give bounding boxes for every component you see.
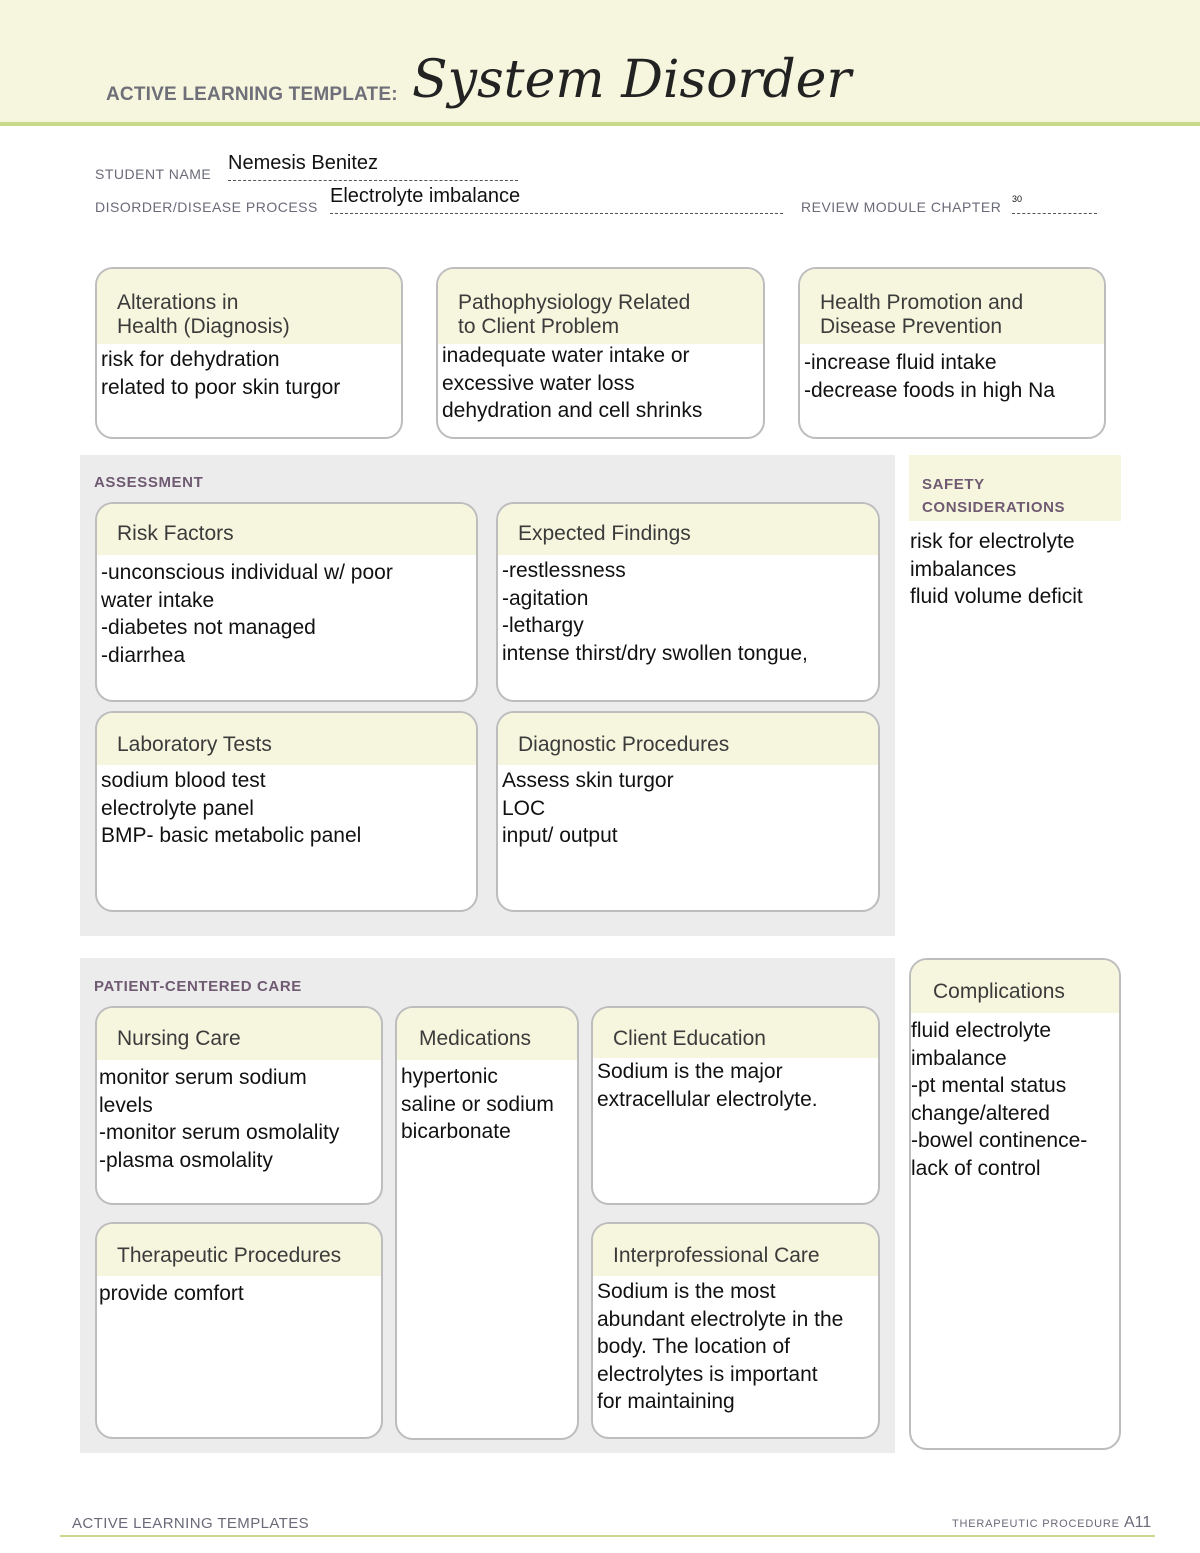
risk-factors-box [95,502,478,702]
interprofessional-care-body: Sodium is the most abundant electrolyte in the body. The location of electrolytes is important for maintaining [597,1280,844,1413]
chapter-label: REVIEW MODULE CHAPTER [801,199,1002,215]
header-divider [0,122,1200,126]
template-label: ACTIVE LEARNING TEMPLATE: [106,84,398,105]
footer-left: ACTIVE LEARNING TEMPLATES [72,1515,309,1532]
pathophysiology-box [436,267,765,439]
client-education-title: Client Education [593,1008,878,1058]
footer-divider [60,1535,1155,1537]
alterations-box [95,267,403,439]
laboratory-tests-box [95,711,478,912]
laboratory-tests-title: Laboratory Tests [97,713,476,765]
chapter-value: 30 [1012,194,1023,204]
interprofessional-care-box [591,1222,880,1439]
footer-page-number: A11 [1124,1514,1152,1531]
therapeutic-procedures-box [95,1222,383,1439]
risk-factors-body: -unconscious individual w/ poor water intake -diabetes not managed -diarrhea [101,561,393,667]
alterations-body: risk for dehydration related to poor skin turgor [101,348,341,399]
student-name-label: STUDENT NAME [95,166,212,182]
disorder-line [330,213,783,214]
pathophysiology-body: inadequate water intake or excessive water loss dehydration and cell shrinks [442,344,703,422]
medications-box [395,1006,579,1440]
pathophysiology-title: Pathophysiology Related to Client Problem [438,269,763,344]
footer-right: THERAPEUTIC PROCEDURE [952,1518,1120,1530]
client-education-body: Sodium is the major extracellular electrolyte. [597,1060,818,1111]
medications-body: hypertonic saline or sodium bicarbonate [401,1065,554,1143]
therapeutic-procedures-body: provide comfort [99,1282,244,1305]
complications-body: fluid electrolyte imbalance -pt mental status change/altered -bowel continence- lack of control [911,1019,1088,1180]
health-promotion-body: -increase fluid intake -decrease foods in high Na [804,351,1055,402]
nursing-care-body: monitor serum sodium levels -monitor serum osmolality -plasma osmolality [99,1066,340,1172]
safety-title: SAFETY CONSIDERATIONS [922,476,1066,516]
alterations-title: Alterations in Health (Diagnosis) [97,269,401,344]
medications-title: Medications [397,1008,577,1060]
assessment-title: ASSESSMENT [94,474,204,491]
expected-findings-box [496,502,880,702]
therapeutic-procedures-title: Therapeutic Procedures [97,1224,381,1276]
complications-box [909,958,1121,1450]
expected-findings-body: -restlessness -agitation -lethargy intense thirst/dry swollen tongue, [502,559,808,665]
diagnostic-procedures-body: Assess skin turgor LOC input/ output [502,769,674,847]
interprofessional-care-title: Interprofessional Care [593,1224,878,1276]
risk-factors-title: Risk Factors [97,504,476,555]
diagnostic-procedures-box [496,711,880,912]
diagnostic-procedures-title: Diagnostic Procedures [498,713,878,765]
disorder-value: Electrolyte imbalance [330,185,521,207]
client-education-box [591,1006,880,1205]
health-promotion-box [798,267,1106,439]
student-name-value: Nemesis Benitez [228,152,379,174]
laboratory-tests-body: sodium blood test electrolyte panel BMP- basic metabolic panel [101,769,362,847]
student-name-line [228,180,518,181]
chapter-line [1012,213,1097,214]
nursing-care-box [95,1006,383,1205]
patient-care-title: PATIENT-CENTERED CARE [94,978,302,995]
complications-title: Complications [911,960,1119,1013]
health-promotion-title: Health Promotion and Disease Prevention [800,269,1104,344]
page-title: System Disorder [412,50,852,110]
disorder-label: DISORDER/DISEASE PROCESS [95,199,318,215]
safety-body: risk for electrolyte imbalances fluid volume deficit [910,530,1083,608]
expected-findings-title: Expected Findings [498,504,878,555]
nursing-care-title: Nursing Care [97,1008,381,1060]
